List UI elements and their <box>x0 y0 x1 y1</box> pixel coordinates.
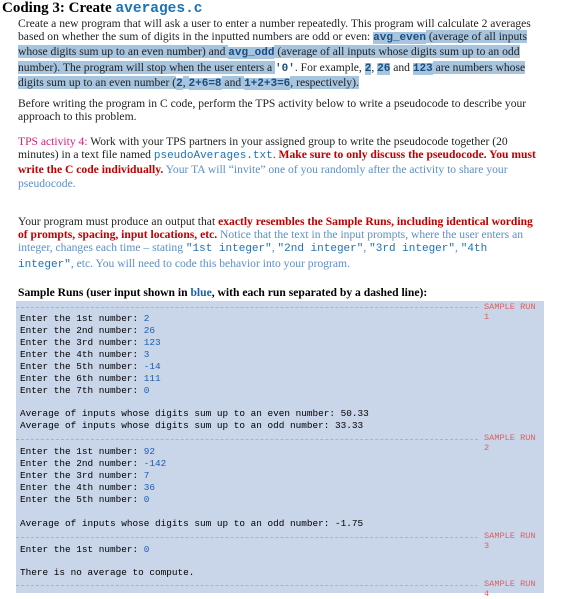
pseudocode-instructions: Before writing the program in C code, perform the TPS activity below to write a pseudocode to describe your approach to this problem. <box>18 97 527 124</box>
section-heading <box>2 0 202 17</box>
input-line: Enter the 4th number: 3 <box>20 349 150 360</box>
run-separator <box>16 585 478 586</box>
sample-run-tag: SAMPLE RUN 4 <box>484 579 536 599</box>
sample-runs-title: Sample Runs (user input shown in blue, with each run separated by a dashed line): <box>18 286 428 299</box>
sample-runs-box <box>16 301 544 599</box>
input-line: Enter the 6th number: 111 <box>20 373 161 384</box>
input-line: Enter the 1st number: 0 <box>20 544 150 555</box>
input-line: Enter the 3rd number: 123 <box>20 337 161 348</box>
run-separator <box>16 307 478 308</box>
heading-text: Coding 3: Create <box>2 0 116 16</box>
input-line: Enter the 2nd number: 26 <box>20 325 156 336</box>
input-line: Enter the 4th number: 36 <box>20 482 156 493</box>
output-line: There is no average to compute. <box>20 567 195 578</box>
input-line: Enter the 1st number: 2 <box>20 313 150 324</box>
output-requirements-paragraph: Your program must produce an output that exactly resembles the Sample Runs, including identical wording of prompts, spacing, input locations, etc. Notice that the text in the input prompts, where the user enters an integer, changes each time – stating "1st integer", "2nd integer", "3rd integer", "4th integer", etc. You will need to code this behavior into your program. <box>18 215 533 271</box>
output-line: Average of inputs whose digits sum up to an odd number: 33.33 <box>20 420 364 431</box>
tps-activity-paragraph: TPS activity 4: Work with your TPS partners in your assigned group to write the pseudocode together (20 minutes) in a text file named pseudoAverages.txt. Make sure to only discuss the pseudocode. You must write the C code individually. Your TA will “invite” one of you randomly after the activity to share your pseudocode. <box>18 135 536 190</box>
input-line: Enter the 7th number: 0 <box>20 385 150 396</box>
output-line: Average of inputs whose digits sum up to an odd number: -1.75 <box>20 518 364 529</box>
input-line: Enter the 2nd number: -142 <box>20 458 167 469</box>
input-line: Enter the 3rd number: 7 <box>20 470 150 481</box>
run-separator <box>16 537 478 538</box>
input-line: Enter the 5th number: -14 <box>20 361 161 372</box>
intro-paragraph: Create a new program that will ask a user to enter a number repeatedly. This program will calculate 2 averages based on whether the sum of digits in the inputted numbers are odd or even: avg_even (average of all inputs whose digits sum up to an even number) and avg_odd (average of all inputs whose digits sum up to an odd number). The program will stop when the user enters a '0'. For example, 2, 26 and 123 are numbers whose digits sum up to an even number (2, 2+6=8 and 1+2+3=6, respectively). <box>18 17 531 90</box>
sample-run-tag: SAMPLE RUN 3 <box>484 531 536 551</box>
output-line: Average of inputs whose digits sum up to an even number: 50.33 <box>20 408 369 419</box>
input-line: Enter the 5th number: 0 <box>20 494 150 505</box>
sample-run-tag: SAMPLE RUN 2 <box>484 433 536 453</box>
sample-run-tag: SAMPLE RUN 1 <box>484 302 536 322</box>
input-line: Enter the 1st number: 92 <box>20 446 156 457</box>
run-separator <box>16 439 478 440</box>
heading-filename: averages.c <box>115 1 203 17</box>
